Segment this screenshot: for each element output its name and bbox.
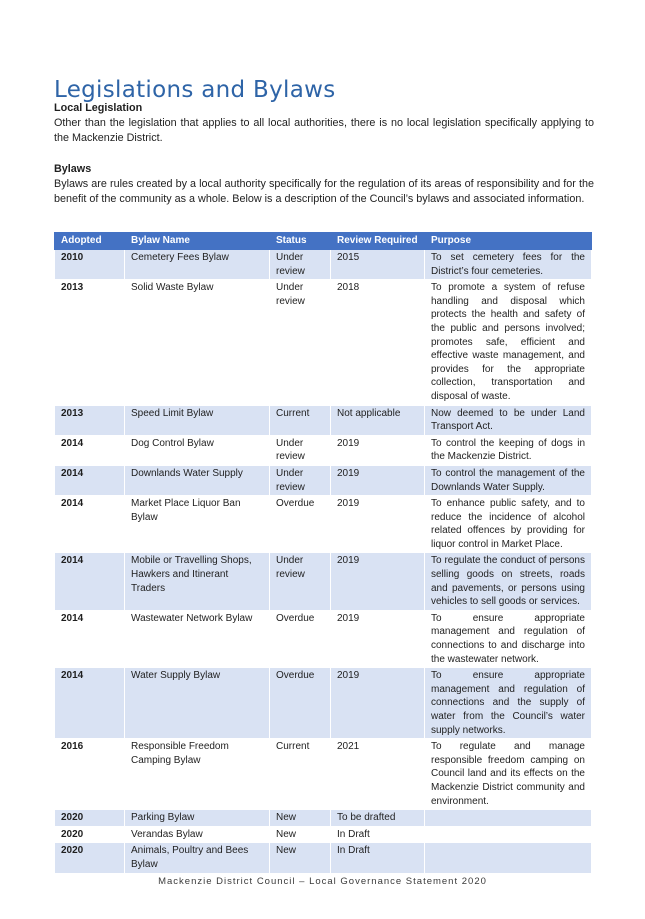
cell-purpose xyxy=(425,843,592,873)
table-header-row xyxy=(55,233,592,250)
local-legislation-section xyxy=(54,101,594,147)
cell-review-required: In Draft xyxy=(331,826,425,843)
cell-review-required: 2019 xyxy=(331,668,425,739)
cell-review-required: 2019 xyxy=(331,610,425,667)
cell-status: New xyxy=(270,810,331,827)
table-row xyxy=(55,843,592,873)
table-row xyxy=(55,280,592,405)
cell-adopted: 2014 xyxy=(55,435,125,465)
table-row xyxy=(55,610,592,667)
table-body xyxy=(55,250,592,874)
bylaws-section xyxy=(54,162,594,208)
cell-purpose: To regulate and manage responsible freedom camping on Council land and its effects on the Mackenzie District community and environment. xyxy=(425,739,592,810)
cell-status: Overdue xyxy=(270,496,331,553)
bylaws-heading: Bylaws xyxy=(54,163,92,175)
header-status: Status xyxy=(270,233,331,250)
table-row xyxy=(55,496,592,553)
cell-bylaw-name: Parking Bylaw xyxy=(125,810,270,827)
cell-review-required: To be drafted xyxy=(331,810,425,827)
cell-purpose: To ensure appropriate management and regulation of connections and the supply of water from the Council’s water supply networks. xyxy=(425,668,592,739)
cell-purpose: To control the keeping of dogs in the Mackenzie District. xyxy=(425,435,592,465)
local-legislation-heading: Local Legislation xyxy=(54,102,143,114)
table-row xyxy=(55,668,592,739)
cell-purpose: To enhance public safety, and to reduce the incidence of alcohol related offences by providing for liquor control in Market Place. xyxy=(425,496,592,553)
cell-status: Overdue xyxy=(270,610,331,667)
cell-review-required: In Draft xyxy=(331,843,425,873)
cell-purpose: To ensure appropriate management and regulation of connections to and discharge into the wastewater network. xyxy=(425,610,592,667)
cell-adopted: 2020 xyxy=(55,826,125,843)
cell-bylaw-name: Mobile or Travelling Shops, Hawkers and Itinerant Traders xyxy=(125,553,270,610)
page-footer: Mackenzie District Council – Local Governance Statement 2020 xyxy=(158,876,487,887)
table-row xyxy=(55,465,592,495)
table-row xyxy=(55,405,592,435)
cell-bylaw-name: Verandas Bylaw xyxy=(125,826,270,843)
cell-bylaw-name: Wastewater Network Bylaw xyxy=(125,610,270,667)
table-row xyxy=(55,739,592,810)
header-bylaw-name: Bylaw Name xyxy=(125,233,270,250)
local-legislation-text: Other than the legislation that applies to all local authorities, there is no local legislation specifically applying to the Mackenzie District. xyxy=(54,117,594,145)
cell-review-required: 2015 xyxy=(331,250,425,280)
header-adopted: Adopted xyxy=(55,233,125,250)
cell-adopted: 2013 xyxy=(55,280,125,405)
cell-bylaw-name: Solid Waste Bylaw xyxy=(125,280,270,405)
cell-review-required: 2019 xyxy=(331,496,425,553)
cell-status: Current xyxy=(270,405,331,435)
table-row xyxy=(55,250,592,280)
cell-adopted: 2014 xyxy=(55,668,125,739)
cell-status: Under review xyxy=(270,280,331,405)
cell-bylaw-name: Responsible Freedom Camping Bylaw xyxy=(125,739,270,810)
cell-adopted: 2020 xyxy=(55,810,125,827)
cell-adopted: 2020 xyxy=(55,843,125,873)
cell-bylaw-name: Water Supply Bylaw xyxy=(125,668,270,739)
cell-adopted: 2013 xyxy=(55,405,125,435)
cell-adopted: 2010 xyxy=(55,250,125,280)
cell-bylaw-name: Cemetery Fees Bylaw xyxy=(125,250,270,280)
cell-bylaw-name: Animals, Poultry and Bees Bylaw xyxy=(125,843,270,873)
cell-status: Overdue xyxy=(270,668,331,739)
table-row xyxy=(55,553,592,610)
cell-purpose: To control the management of the Downlands Water Supply. xyxy=(425,465,592,495)
cell-status: New xyxy=(270,826,331,843)
bylaws-text: Bylaws are rules created by a local authority specifically for the regulation of its areas of responsibility and for the benefit of the community as a whole. Below is a description of the Council’s bylaws and associated information. xyxy=(54,178,594,206)
cell-status: Under review xyxy=(270,553,331,610)
cell-review-required: 2019 xyxy=(331,553,425,610)
table-row xyxy=(55,826,592,843)
page-title: Legislations and Bylaws xyxy=(54,77,336,104)
header-purpose: Purpose xyxy=(425,233,592,250)
cell-review-required: 2019 xyxy=(331,465,425,495)
header-review-required: Review Required xyxy=(331,233,425,250)
cell-bylaw-name: Downlands Water Supply xyxy=(125,465,270,495)
cell-purpose: Now deemed to be under Land Transport Act. xyxy=(425,405,592,435)
cell-review-required: Not applicable xyxy=(331,405,425,435)
cell-bylaw-name: Dog Control Bylaw xyxy=(125,435,270,465)
cell-status: New xyxy=(270,843,331,873)
cell-adopted: 2014 xyxy=(55,610,125,667)
cell-status: Under review xyxy=(270,250,331,280)
table-row xyxy=(55,810,592,827)
cell-review-required: 2018 xyxy=(331,280,425,405)
cell-review-required: 2019 xyxy=(331,435,425,465)
cell-purpose xyxy=(425,826,592,843)
cell-adopted: 2014 xyxy=(55,465,125,495)
cell-review-required: 2021 xyxy=(331,739,425,810)
cell-bylaw-name: Speed Limit Bylaw xyxy=(125,405,270,435)
cell-purpose: To regulate the conduct of persons selling goods on streets, roads and pavements, or persons using vehicles to sell goods or services. xyxy=(425,553,592,610)
cell-purpose: To promote a system of refuse handling and disposal which protects the health and safety of the public and persons involved; promotes safe, efficient and effective waste management, and provides for the appropriate collection, transportation and disposal of waste. xyxy=(425,280,592,405)
cell-purpose: To set cemetery fees for the District’s four cemeteries. xyxy=(425,250,592,280)
bylaws-table xyxy=(54,232,592,874)
cell-bylaw-name: Market Place Liquor Ban Bylaw xyxy=(125,496,270,553)
table-row xyxy=(55,435,592,465)
cell-purpose xyxy=(425,810,592,827)
cell-adopted: 2014 xyxy=(55,496,125,553)
cell-status: Current xyxy=(270,739,331,810)
cell-adopted: 2016 xyxy=(55,739,125,810)
cell-status: Under review xyxy=(270,435,331,465)
cell-status: Under review xyxy=(270,465,331,495)
cell-adopted: 2014 xyxy=(55,553,125,610)
